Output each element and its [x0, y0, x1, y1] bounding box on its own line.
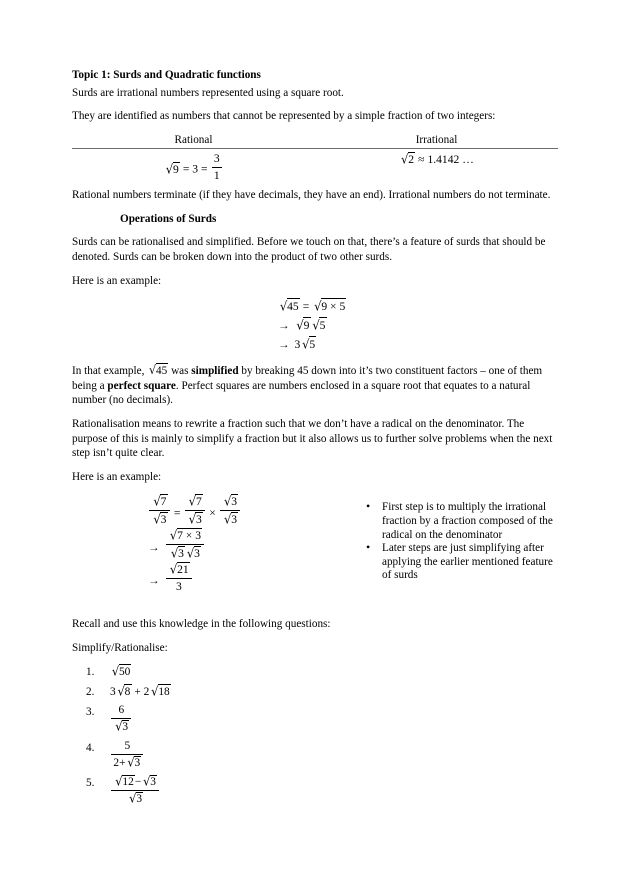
arrow-icon: →: [148, 540, 160, 554]
paragraph-rationalisation: Rationalisation means to rewrite a fraction such that we don’t have a radical on the denominator. The purpose of this is mainly to simplify a fraction but it also allows us to further solve problems when the next step isn’t quite clear.: [72, 418, 553, 460]
radical-three: [169, 546, 185, 560]
radical-three: [126, 756, 142, 770]
notes-bullets-container: [340, 493, 558, 583]
list-item: [72, 704, 558, 734]
equals-sign-1: =: [182, 162, 190, 176]
radical-three: [222, 494, 238, 508]
fraction-denominator: [220, 511, 240, 526]
fraction-numerator: 5: [111, 740, 143, 755]
after-table-paragraph: Rational numbers terminate (if they have decimals, they have an end). Irrational numbers do not terminate.: [72, 189, 551, 202]
radical-fifty: [110, 664, 131, 679]
example-label-1: Here is an example:: [72, 274, 162, 287]
table-header-irrational: Irrational: [315, 133, 558, 149]
radicand: 9 × 5: [321, 300, 346, 314]
radical-five: [311, 317, 327, 334]
radical-eight: [116, 684, 132, 699]
times-sign: ×: [209, 506, 216, 520]
radical-two: [399, 152, 415, 166]
equals-sign: =: [302, 300, 310, 314]
example-block-2: [72, 493, 340, 594]
radicand: 3: [160, 512, 167, 526]
table-cell-irrational-example: [315, 149, 558, 186]
simplified-text-4: . Perfect squares are numbers enclosed in a square root that equates to a natural number (no decimals).: [72, 379, 531, 407]
radical-sign: √: [279, 298, 288, 314]
example-label-2: Here is an example:: [72, 470, 162, 483]
equation-line-3: [278, 335, 558, 354]
radicand: 3: [195, 512, 202, 526]
bold-simplified: simplified: [191, 365, 239, 378]
arrow-icon: →: [278, 319, 290, 333]
radical-sign: √: [314, 298, 322, 314]
fraction-numerator: [166, 528, 204, 544]
fraction-numerator: 3: [212, 152, 222, 167]
radical-eighteen: [149, 684, 170, 699]
radicand: 3: [134, 756, 141, 769]
radicand: 5: [309, 338, 316, 352]
radicand: 12: [122, 776, 134, 789]
radical-three: [113, 720, 129, 734]
example-block-1: [72, 297, 558, 354]
table-row: [72, 149, 558, 186]
simplified-text-2: was: [168, 365, 192, 378]
radicand: 3: [231, 495, 238, 509]
section-heading-operations: Operations of Surds: [120, 212, 217, 225]
equation-line-1: [278, 297, 558, 316]
recall-paragraph: Recall and use this knowledge in the following questions:: [72, 618, 331, 630]
simplified-text-1: In that example,: [72, 365, 148, 378]
radical-five: [300, 336, 316, 353]
fraction-denominator: [166, 545, 204, 560]
radical-sign: √: [188, 511, 197, 527]
page-title: Topic 1: Surds and Quadratic functions: [72, 69, 261, 81]
radical-forty-five: [278, 298, 300, 315]
fraction-root7x3-over-root3root3: [166, 528, 204, 560]
radicand: 2: [408, 153, 415, 167]
radical-sign: √: [153, 511, 161, 527]
approx-sign: ≈: [418, 153, 425, 167]
fraction-numerator: [166, 562, 192, 578]
radicand: 3: [136, 793, 143, 806]
radicand: 8: [124, 686, 131, 699]
denominator-prefix: 2+: [113, 756, 126, 769]
arrow-icon: →: [278, 338, 290, 352]
table-header-row: [72, 133, 558, 149]
fraction-numerator: [111, 775, 159, 791]
radical-three: [127, 792, 143, 806]
fraction-denominator: 1: [213, 168, 220, 182]
radical-sign: √: [151, 683, 159, 699]
list-item: • First step is to multiply the irrational fraction by a fraction composed of the radical on the denominator: [366, 501, 558, 542]
fraction-denominator: [185, 511, 205, 526]
radical-three: [151, 512, 167, 526]
fraction-numerator: [185, 494, 205, 510]
radicand: 9: [303, 319, 310, 333]
bold-perfect-square: perfect square: [107, 379, 176, 392]
questions-label: Simplify/Rationalise:: [72, 641, 168, 654]
radical-seven: [187, 494, 203, 508]
list-item: [72, 664, 558, 679]
radicand: 50: [118, 666, 131, 679]
list-item: [72, 684, 558, 699]
coefficient: 3: [294, 338, 301, 352]
radical-sign: √: [170, 545, 179, 561]
operator-plus: +: [134, 686, 141, 699]
radical-twentyone: [168, 562, 190, 576]
arrow-icon: →: [148, 573, 160, 587]
radical-sign: √: [224, 493, 232, 509]
radical-three: [222, 512, 238, 526]
document-page: [72, 68, 558, 812]
radical-sign: √: [169, 527, 178, 543]
example-and-notes-row: [72, 493, 558, 603]
radicand: 5: [319, 319, 326, 333]
radical-forty-five: [147, 363, 168, 379]
radical-nine: [164, 162, 180, 176]
radicand: 7: [160, 495, 167, 509]
equals-sign-2: =: [200, 162, 208, 176]
equation-line-1: [148, 493, 340, 527]
radical-sign: √: [127, 754, 135, 770]
radical-sign: √: [153, 493, 161, 509]
radical-sign: √: [148, 363, 157, 378]
radical-sign: √: [188, 493, 197, 509]
equation-line-2: [278, 316, 558, 335]
radicand: 45: [287, 300, 299, 314]
intro-paragraph-1: Surds are irrational numbers represented using a square root.: [72, 86, 344, 99]
fraction-three-over-one: [212, 152, 222, 182]
fraction-numerator: [149, 494, 169, 510]
radical-sign: √: [302, 336, 310, 352]
radical-sign: √: [165, 161, 174, 177]
radicand: 18: [158, 686, 170, 699]
list-item: • Later steps are just simplifying after applying the earlier mentioned feature of surds: [366, 542, 558, 583]
equation-line-2: [148, 527, 340, 561]
radicand: 21: [177, 563, 189, 577]
radicand: 7: [195, 495, 202, 509]
fraction-root21-over-three: [166, 562, 192, 593]
radicand: 3: [194, 546, 200, 560]
rational-irrational-table: [72, 133, 558, 186]
radical-nine: [295, 317, 311, 334]
fraction-numerator: 6: [111, 704, 131, 719]
radical-sign: √: [224, 511, 232, 527]
intro-paragraph-2: They are identified as numbers that cannot be represented by a simple fraction of two integers:: [72, 110, 496, 123]
fraction-denominator: 3: [176, 579, 182, 593]
approx-value: 1.4142 …: [427, 153, 474, 167]
radical-sign: √: [401, 151, 409, 167]
coefficient-2: 2: [143, 686, 150, 699]
equals-sign: =: [173, 506, 181, 520]
radical-sign: √: [296, 317, 304, 333]
notes-bullet-list: [340, 501, 558, 583]
radical-sign: √: [115, 773, 123, 789]
questions-list: [72, 664, 558, 806]
paragraph-simplified: [72, 363, 558, 408]
radical-twelve: [113, 775, 134, 789]
radicand: 7 × 3: [177, 529, 202, 543]
radicand: 3: [122, 721, 129, 734]
radicand: 3: [150, 776, 156, 789]
radical-sign: √: [117, 683, 125, 699]
fraction-denominator: [111, 791, 159, 806]
radical-sign: √: [111, 663, 120, 679]
fraction-root7-over-root3: [149, 494, 169, 526]
coefficient-1: 3: [110, 686, 116, 699]
fraction-root3-over-root3: [220, 494, 240, 526]
table-header-rational: Rational: [72, 133, 315, 149]
radical-three: [141, 775, 157, 789]
fraction-numerator: [220, 494, 240, 510]
equation-line-3: [148, 561, 340, 594]
fraction-root7-over-root3-second: [185, 494, 205, 526]
fraction-denominator: [111, 755, 143, 770]
radicand: 3: [231, 512, 238, 526]
fraction-five-over-two-plus-root3: [111, 740, 143, 770]
radical-three-second: [185, 546, 201, 560]
operator-minus: −: [134, 776, 142, 789]
paragraph-operations: Surds can be rationalised and simplified. Before we touch on that, there’s a feature of surds that should be denoted. Surds can be broken down into the product of two other surds.: [72, 236, 546, 264]
radical-sign: √: [312, 317, 320, 333]
list-item: [72, 775, 558, 806]
fraction-denominator: [111, 719, 131, 734]
radical-sign: √: [129, 790, 137, 806]
radicand: 3: [178, 546, 184, 560]
radicand: 45: [156, 365, 168, 378]
radical-sign: √: [169, 561, 178, 577]
radical-seven: [151, 494, 167, 508]
radical-sign: √: [143, 773, 151, 789]
radical-seven-times-three: [168, 528, 202, 542]
fraction-six-over-root3: [111, 704, 131, 734]
simplified-text-3: by breaking 45 down into it’s two constituent factors – one of them being a: [72, 365, 543, 392]
radical-nine-times-five: [312, 298, 346, 315]
fraction-root12-minus-root3-over-root3: [111, 775, 159, 806]
fraction-denominator: [149, 511, 169, 526]
example-block-2-container: [72, 493, 340, 603]
radicand: 9: [172, 162, 179, 176]
radical-sign: √: [186, 545, 195, 561]
rational-value: 3: [192, 162, 199, 176]
table-cell-rational-example: [72, 149, 315, 186]
list-item: [72, 740, 558, 770]
radical-sign: √: [115, 718, 123, 734]
radical-three: [187, 512, 203, 526]
